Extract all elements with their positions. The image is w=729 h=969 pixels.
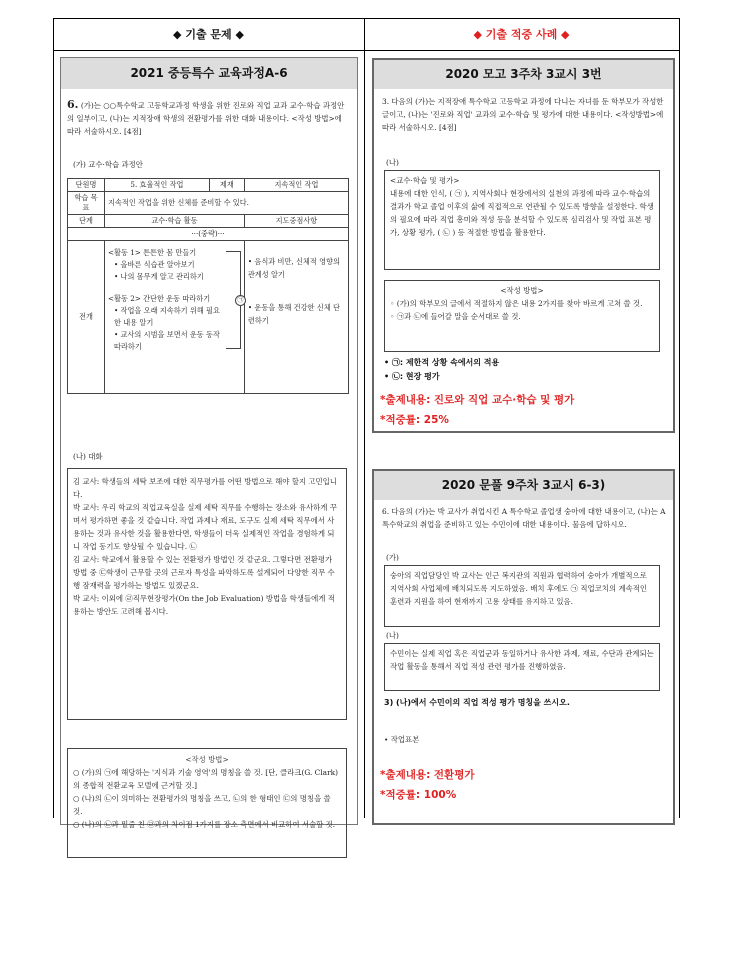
hit-case-2-content: *출제내용: 전환평가 [380, 769, 475, 781]
dialog-box [67, 468, 347, 720]
dialog-line: 김 교사: 학교에서 활용할 수 있는 전환평가 방법인 것 같군요. 그렇다면 전환평가 방법 중 ㉢학생이 근무할 곳의 근로자 특성을 파악하도록 설계되어 다양한 직무 수행 잠재력을 평가하는 방법도 있겠군요. [73, 555, 335, 590]
hit-case-2-box-1: 숭아의 직업담당인 박 교사는 인근 복지관의 직원과 협력하여 숭아가 개별적으로 지역사회 사업체에 배치되도록 지도하였음. 배치 후에도 ㉠ 직업코치의 계속적인 훈련과 지원을 하여 현재까지 고용 상태를 유지하고 있음. [384, 565, 660, 627]
activity2-item: • 작업을 오래 지속하기 위해 필요한 내용 알기 [114, 306, 220, 327]
activities-cell [105, 241, 245, 394]
hit-case-1-methods-box [384, 280, 660, 352]
method-item: ◦ (가)의 학부모의 글에서 적절하지 않은 내용 2가지를 찾아 바르게 고쳐 쓸 것. [390, 299, 643, 308]
goal-value: 지속적인 작업을 위한 신체를 준비할 수 있다. [105, 192, 349, 215]
goal-label: 학습 목표 [68, 192, 105, 215]
method-item: ◦ ㉠과 ㉡에 들어갈 말을 순서대로 쓸 것. [390, 312, 521, 321]
lesson-plan-table [67, 178, 349, 394]
hit-case-1-title: 2020 모고 3주차 3교시 3번 [374, 60, 673, 89]
content-box-text: 내용에 대한 인식, ( ㉠ ), 지역사회나 현장에서의 실천의 과정에 따라 교수·학습의 결과가 학교 졸업 이후의 삶에 직접적으로 연관될 수 있도록 방향을 설정한다. 학생의 필요에 따라 직업 흥미와 적성 등을 분석할 수 있도록 심리검사 및 작업 표본 평가, 상황 평가, ( ㉡ ) 등 적절한 방법을 활용한다. [390, 189, 654, 237]
activity2-title: <활동 2> 간단한 운동 따라하기 [108, 294, 211, 303]
writing-methods-box [67, 748, 347, 858]
question-intro [67, 98, 349, 138]
left-column-header: ◆ 기출 문제 ◆ [173, 28, 244, 41]
hit-case-1-answers [384, 356, 499, 384]
hit-case-2-ga-label: (가) [386, 553, 399, 562]
col-guide: 지도중점사항 [244, 215, 348, 228]
hit-case-box-1 [372, 58, 675, 433]
hit-case-box-2 [372, 469, 675, 825]
right-column-header: ◆ 기출 적중 사례 ◆ [473, 28, 570, 41]
hit-case-2-box-2: 수민이는 실제 직업 혹은 직업군과 동일하거나 유사한 과제, 재료, 수단과 관계되는 작업 활동을 통해서 직업 적성 관련 평가를 진행하였음. [384, 643, 660, 691]
hit-case-2-question: 6. 다음의 (가)는 박 교사가 취업시킨 A 특수학교 졸업생 숭아에 대한 내용이고, (나)는 A 특수학교의 취업을 준비하고 있는 수민이에 대한 내용이다. 물음에 답하시오. [382, 507, 666, 529]
writing-methods-title: <작성 방법> [185, 755, 229, 764]
methods-title: <작성 방법> [500, 286, 544, 295]
na-label: (나) 대화 [73, 452, 103, 461]
stage-value: 전개 [68, 241, 105, 394]
topic-label: 제재 [209, 179, 244, 192]
answer-line: • ㉡: 현장 평가 [384, 372, 440, 381]
guide-item: • 운동을 통해 건강한 신체 단련하기 [247, 303, 340, 325]
exam-question-title: 2021 중등특수 교육과정A-6 [61, 58, 357, 89]
ga-label: (가) 교수·학습 과정안 [73, 160, 143, 169]
exam-question-box [60, 57, 358, 829]
unit-value: 5. 효율적인 작업 [105, 179, 210, 192]
hit-case-1-rate: *적중률: 25% [380, 414, 449, 426]
col-stage: 단계 [68, 215, 105, 228]
hit-case-1-content-box [384, 170, 660, 270]
omitted-row: ···(중략)··· [68, 228, 349, 241]
question-intro-text: (가)는 ○○특수학교 고등학교과정 학생을 위한 진로와 직업 교과 교수·학습 과정안의 일부이고, (나)는 지적장애 학생의 전환평가를 위한 대화 내용이다. <작성 방법>에 따라 서술하시오. [4점] [67, 101, 345, 136]
content-box-title: <교수·학습 및 평가> [390, 176, 460, 185]
hit-case-1-question: 3. 다음의 (가)는 지적장애 특수학교 고등학교 과정에 다니는 자녀를 둔 학부모가 작성한 글이고, (나)는 '진로와 직업' 교과의 교수·학습 및 평가에 대한 내용이다. <작성방법>에 따라 서술하시오. [4점] [382, 97, 664, 132]
guide-item: • 음식과 비만, 신체적 영향의 관계성 알기 [247, 257, 340, 279]
dialog-line: 박 교사: 이외에 ㉣직무현장평가(On the Job Evaluation) 방법을 학생들에게 적용하는 방안도 고려해 봅시다. [73, 594, 335, 616]
unit-label: 단원명 [68, 179, 105, 192]
method-item: ○ (나)의 ㉡과 밑줄 친 ㉣과의 차이점 1가지를 장소 측면에서 비교하여 서술할 것. [73, 820, 336, 829]
hit-case-1-na-label: (나) [386, 158, 399, 167]
activity1-item: • 올바른 식습관 알아보기 [114, 260, 195, 269]
marker-circle-1: ㉠ [235, 295, 246, 306]
hit-case-2-title: 2020 문풀 9주차 3교시 6-3) [374, 471, 673, 500]
question-number: 6. [67, 98, 79, 111]
hit-case-2-subquestion: 3) (나)에서 수민이의 직업 적성 평가 명칭을 쓰시오. [384, 698, 570, 707]
col-activity: 교수·학습 활동 [105, 215, 245, 228]
activity2-item: • 교사의 시범을 보면서 운동 동작 따라하기 [114, 330, 220, 351]
answer-line: • ㉠: 제한적 상황 속에서의 적용 [384, 358, 500, 367]
dialog-line: 김 교사: 학생들의 세탁 보조에 대한 직무평가를 어떤 방법으로 해야 할지 고민입니다. [73, 477, 337, 499]
hit-case-2-answer: • 작업표본 [384, 735, 420, 744]
method-item: ○ (가)의 ㉠에 해당하는 '지식과 기술 영역'의 명칭을 쓸 것. [단, 클라크(G. Clark)의 종합적 전환교육 모델에 근거할 것.] [73, 768, 338, 790]
hit-case-2-rate: *적중률: 100% [380, 789, 457, 801]
method-item: ○ (나)의 ㉡이 의미하는 전환평가의 명칭을 쓰고, ㉡의 한 형태인 ㉢의 명칭을 쓸 것. [73, 794, 331, 816]
hit-case-2-na-label: (나) [386, 631, 399, 640]
activity1-title: <활동 1> 튼튼한 몸 만들기 [108, 248, 197, 257]
guide-cell [244, 241, 348, 394]
activity1-item: • 나의 몸무게 알고 관리하기 [114, 272, 204, 281]
header-divider [53, 50, 679, 51]
dialog-line: 박 교사: 우리 학교의 직업교육실을 실제 세탁 직무를 수행하는 장소와 유사하게 꾸며서 평가하면 좋을 것 같습니다. 작업 과제나 재료, 도구도 실제 세탁 직무에서 사용하는 것과 유사한 것을 활용한다면, 학생들이 더욱 실제적인 작업을 경험하게 되니 작업 동기도 향상될 수 있습니다. ㉡ [73, 503, 337, 551]
hit-case-1-content: *출제내용: 진로와 직업 교수·학습 및 평가 [380, 394, 575, 406]
column-divider [364, 18, 365, 818]
topic-value: 지속적인 작업 [244, 179, 348, 192]
